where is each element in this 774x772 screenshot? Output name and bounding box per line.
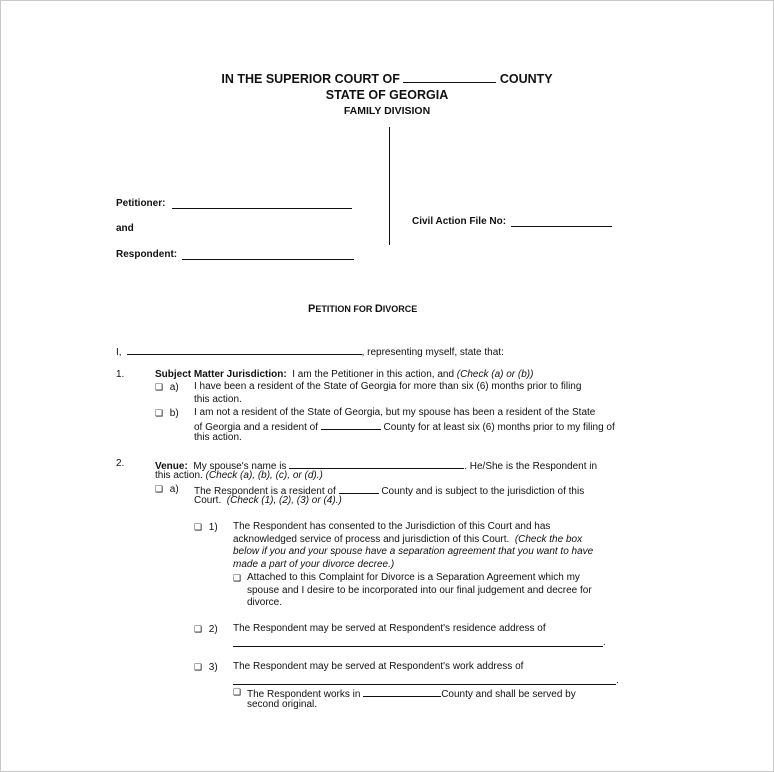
section1-a-line2: this action. [194, 394, 242, 405]
court-heading [0, 72, 774, 86]
section1-b-line1: I am not a resident of the State of Georgia, but my spouse has been a resident of the State [194, 407, 596, 418]
option1-line1: The Respondent has consented to the Jurisdiction of this Court and has [233, 521, 551, 532]
checkbox-icon[interactable]: ❑ [194, 522, 203, 532]
venue-option-3[interactable]: ❑ 3) [194, 662, 218, 673]
petitioner-label: Petitioner: [116, 198, 166, 209]
separation-agreement-checkbox[interactable] [233, 572, 242, 586]
state-heading: STATE OF GEORGIA [325, 88, 449, 102]
document-title: PETITION FOR DIVORCE [308, 303, 418, 315]
checkbox-icon[interactable]: ❑ [155, 382, 164, 392]
caption-divider [389, 127, 390, 245]
section1-b-line2: of Georgia and a resident of County for at least six (6) months prior to my filing of [194, 419, 615, 435]
residence-address-line[interactable] [233, 646, 603, 647]
respondent-label: Respondent: [116, 249, 178, 260]
works-in-checkbox[interactable] [233, 686, 242, 700]
option1-line2: acknowledged service of process and jurisdiction of this Court. (Check the box [233, 534, 583, 545]
checkbox-icon[interactable]: ❑ [233, 687, 242, 697]
option1-line3: below if you and your spouse have a separation agreement that you want to have [233, 546, 594, 557]
section2-a-line2: Court. (Check (1), (2), (3) or (4).) [194, 495, 342, 506]
option2-end: . [603, 637, 606, 648]
section2-line2: this action. (Check (a), (b), (c), or (d).) [155, 470, 323, 481]
civil-action-label: Civil Action File No: [412, 216, 507, 227]
work-address-line[interactable] [233, 684, 616, 685]
respondent-line[interactable] [182, 259, 354, 260]
option1-sub-line1: Attached to this Complaint for Divorce is a Separation Agreement which my [247, 572, 580, 583]
county-blank[interactable] [403, 72, 496, 83]
county-blank[interactable] [321, 419, 381, 430]
option1-sub-line3: divorce. [247, 597, 283, 608]
option1-line4: made a part of your divorce decree.) [233, 559, 395, 570]
checkbox-icon[interactable]: ❑ [194, 624, 203, 634]
division-heading: FAMILY DIVISION [343, 105, 431, 117]
spouse-name-blank[interactable] [289, 458, 464, 469]
county-blank[interactable] [339, 483, 379, 494]
checkbox-icon[interactable]: ❑ [194, 662, 203, 672]
and-label: and [116, 223, 134, 234]
section2-line1: Venue: My spouse's name is . He/She is the Respondent in [155, 458, 597, 474]
venue-option-1[interactable]: ❑ 1) [194, 522, 218, 533]
checkbox-icon[interactable]: ❑ [233, 573, 242, 583]
county-blank[interactable] [363, 686, 441, 697]
option3-sub-line2: second original. [247, 699, 318, 710]
section1-option-a[interactable]: ❑ a) [155, 382, 179, 393]
option2-line1: The Respondent may be served at Respondent's residence address of [233, 623, 546, 634]
venue-option-2[interactable]: ❑ 2) [194, 624, 218, 635]
option1-sub-line2: spouse and I desire to be incorporated into our final judgement and decree for [247, 585, 592, 596]
section1-number: 1. [116, 369, 125, 380]
petitioner-line[interactable] [172, 208, 352, 209]
section1-b-line3: this action. [194, 432, 242, 443]
checkbox-icon[interactable]: ❑ [155, 484, 164, 494]
option3-line1: The Respondent may be served at Respondent's work address of [233, 661, 524, 672]
checkbox-icon[interactable]: ❑ [155, 408, 164, 418]
option3-sub-line1: The Respondent works in County and shall be served by [247, 686, 576, 702]
civil-action-line[interactable] [511, 226, 612, 227]
option3-end: . [616, 675, 619, 686]
section2-number: 2. [116, 458, 125, 469]
intro-line: I, , representing myself, state that: [116, 344, 504, 360]
section1-line: Subject Matter Jurisdiction: I am the Petitioner in this action, and (Check (a) or (b)) [155, 369, 534, 380]
court-heading-right: COUNTY [499, 72, 553, 86]
section1-option-b[interactable]: ❑ b) [155, 408, 179, 419]
section2-option-a[interactable]: ❑ a) [155, 484, 179, 495]
section1-a-line1: I have been a resident of the State of Georgia for more than six (6) months prior to filing [194, 381, 582, 392]
section2-a-line1: The Respondent is a resident of County and is subject to the jurisdiction of this [194, 483, 584, 499]
court-heading-left: IN THE SUPERIOR COURT OF [221, 72, 400, 86]
name-blank[interactable] [127, 344, 362, 355]
